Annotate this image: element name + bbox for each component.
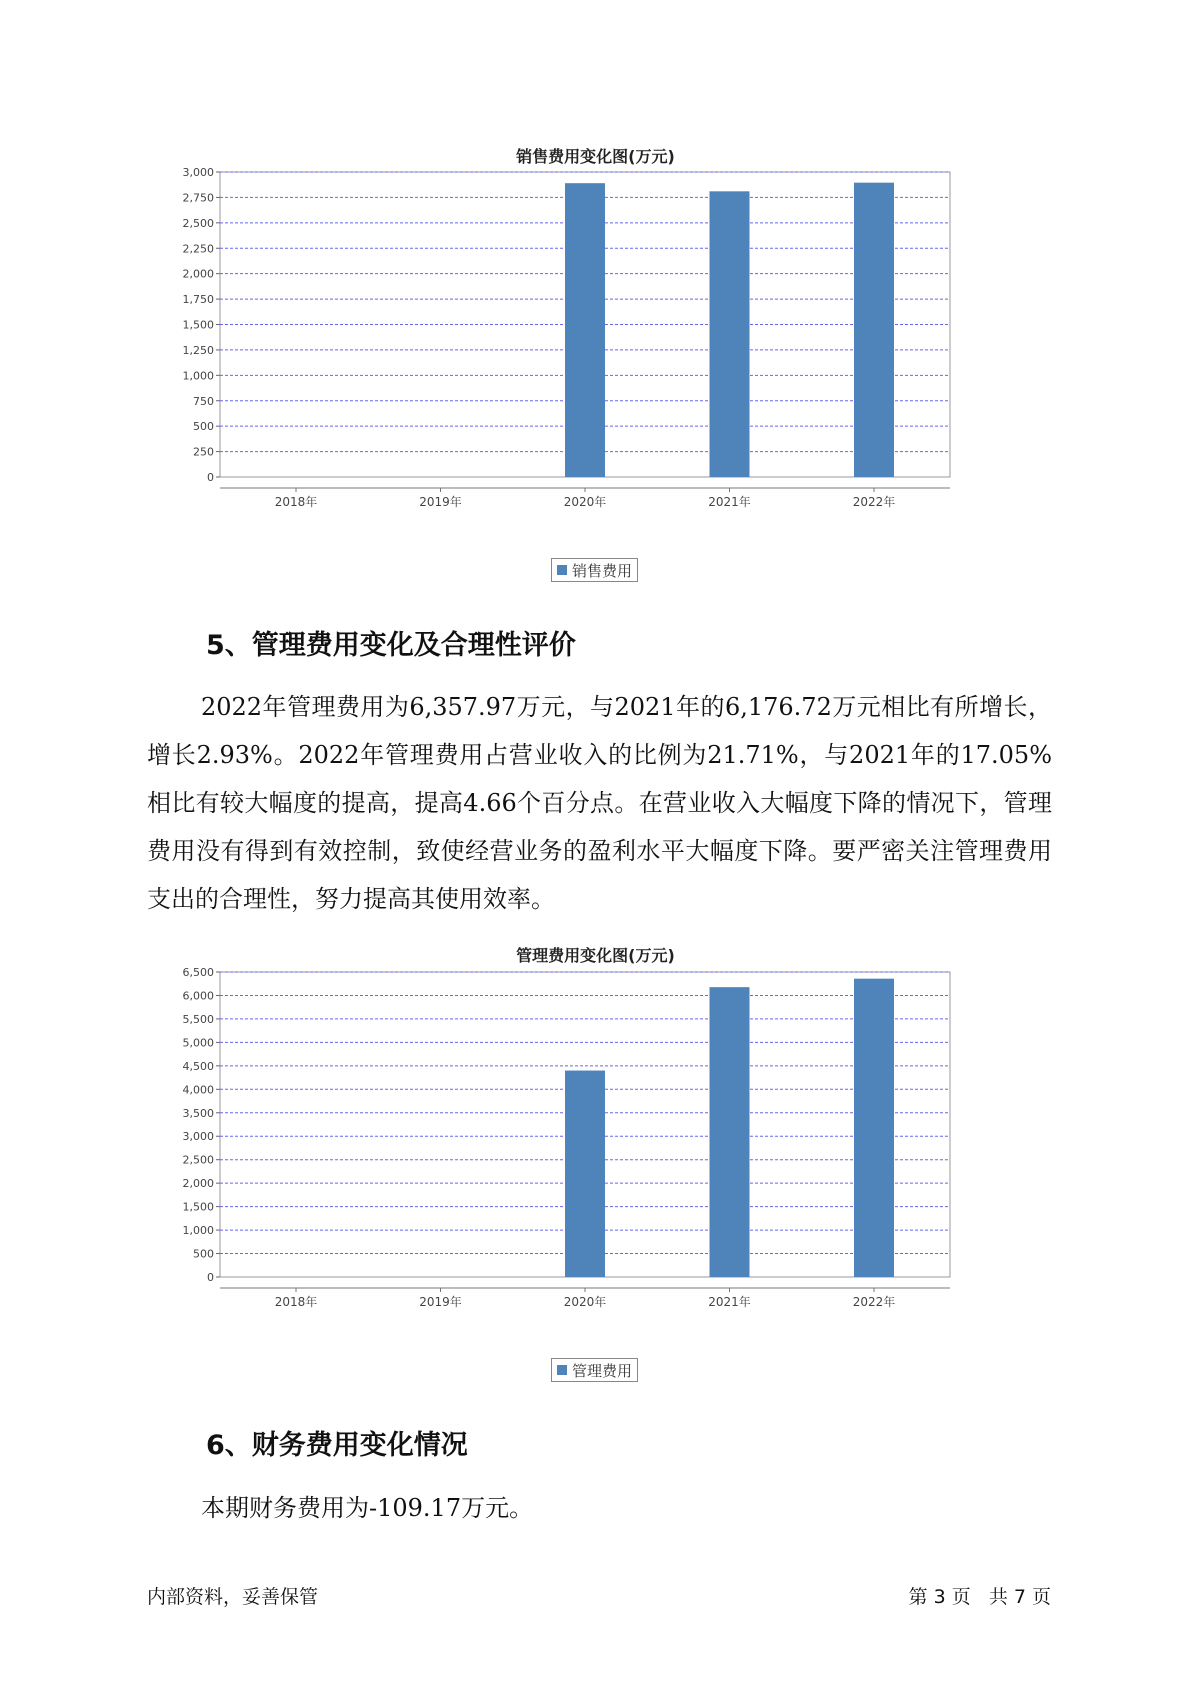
y-tick-label: 2,250 xyxy=(182,242,214,256)
y-tick-label: 1,500 xyxy=(182,318,214,332)
y-tick-label: 2,000 xyxy=(182,1177,214,1191)
x-tick-label: 2019年 xyxy=(419,1295,462,1309)
bar xyxy=(710,987,750,1277)
bar xyxy=(710,191,750,477)
x-tick-label: 2018年 xyxy=(274,1295,318,1309)
y-tick-label: 1,000 xyxy=(182,1224,214,1238)
y-tick-label: 0 xyxy=(207,471,214,484)
bar xyxy=(854,183,894,477)
y-tick-label: 2,750 xyxy=(182,191,214,205)
y-tick-label: 5,000 xyxy=(182,1036,214,1050)
y-tick-label: 1,250 xyxy=(182,343,214,357)
y-tick-label: 6,000 xyxy=(182,989,214,1003)
admin-expense-chart xyxy=(150,966,1020,1332)
chart-legend xyxy=(551,1358,638,1382)
y-tick-label: 3,000 xyxy=(182,1130,214,1144)
x-tick-label: 2020年 xyxy=(563,1295,607,1309)
chart-legend xyxy=(551,558,638,582)
y-tick-label: 1,750 xyxy=(182,293,214,307)
y-tick-label: 500 xyxy=(193,1247,214,1261)
y-tick-label: 1,500 xyxy=(182,1200,214,1214)
y-tick-label: 4,000 xyxy=(182,1083,214,1097)
x-tick-label: 2022年 xyxy=(852,1295,896,1309)
y-tick-label: 2,000 xyxy=(182,267,214,281)
footer-confidential-note: 内部资料，妥善保管 xyxy=(147,1586,319,1608)
chart-title-admin-expense: 管理费用变化图(万元) xyxy=(516,946,675,965)
legend-swatch xyxy=(557,1365,567,1375)
y-tick-label: 0 xyxy=(207,1271,214,1284)
section-paragraph: 2022年管理费用为6,357.97万元，与2021年的6,176.72万元相比有所增长，增长2.93%。2022年管理费用占营业收入的比例为21.71%，与2021年的17.05%相比有较大幅度的提高，提高4.66个百分点。在营业收入大幅度下降的情况下，管理费用没有得到有效控制，致使经营业务的盈利水平大幅度下降。要严密关注管理费用支出的合理性，努力提高其使用效率。 xyxy=(147,693,1052,913)
y-tick-label: 2,500 xyxy=(182,1153,214,1167)
y-tick-label: 750 xyxy=(193,394,214,408)
x-tick-label: 2021年 xyxy=(708,1295,751,1309)
section-heading: 6、财务费用变化情况 xyxy=(206,1430,468,1461)
bar xyxy=(565,183,605,477)
bar xyxy=(565,1071,605,1277)
sales-expense-chart xyxy=(150,166,1020,532)
y-tick-label: 4,500 xyxy=(182,1059,214,1073)
bar xyxy=(854,979,894,1277)
x-tick-label: 2022年 xyxy=(852,495,896,509)
y-tick-label: 3,000 xyxy=(182,166,214,179)
x-tick-label: 2020年 xyxy=(563,495,607,509)
x-tick-label: 2019年 xyxy=(419,495,462,509)
legend-label: 销售费用 xyxy=(572,561,633,580)
chart-title-sales-expense: 销售费用变化图(万元) xyxy=(516,147,675,166)
y-tick-label: 6,500 xyxy=(182,966,214,979)
section-heading: 5、管理费用变化及合理性评价 xyxy=(206,630,576,661)
x-tick-label: 2018年 xyxy=(274,495,318,509)
section-paragraph: 本期财务费用为-109.17万元。 xyxy=(201,1494,534,1522)
y-tick-label: 500 xyxy=(193,420,214,434)
y-tick-label: 5,500 xyxy=(182,1012,214,1026)
x-tick-label: 2021年 xyxy=(708,495,751,509)
y-tick-label: 3,500 xyxy=(182,1106,214,1120)
y-tick-label: 250 xyxy=(193,445,214,459)
page-number: 第 3 页 共 7 页 xyxy=(908,1586,1051,1608)
y-tick-label: 1,000 xyxy=(182,369,214,383)
legend-label: 管理费用 xyxy=(572,1361,633,1380)
legend-swatch xyxy=(557,565,567,575)
y-tick-label: 2,500 xyxy=(182,216,214,230)
